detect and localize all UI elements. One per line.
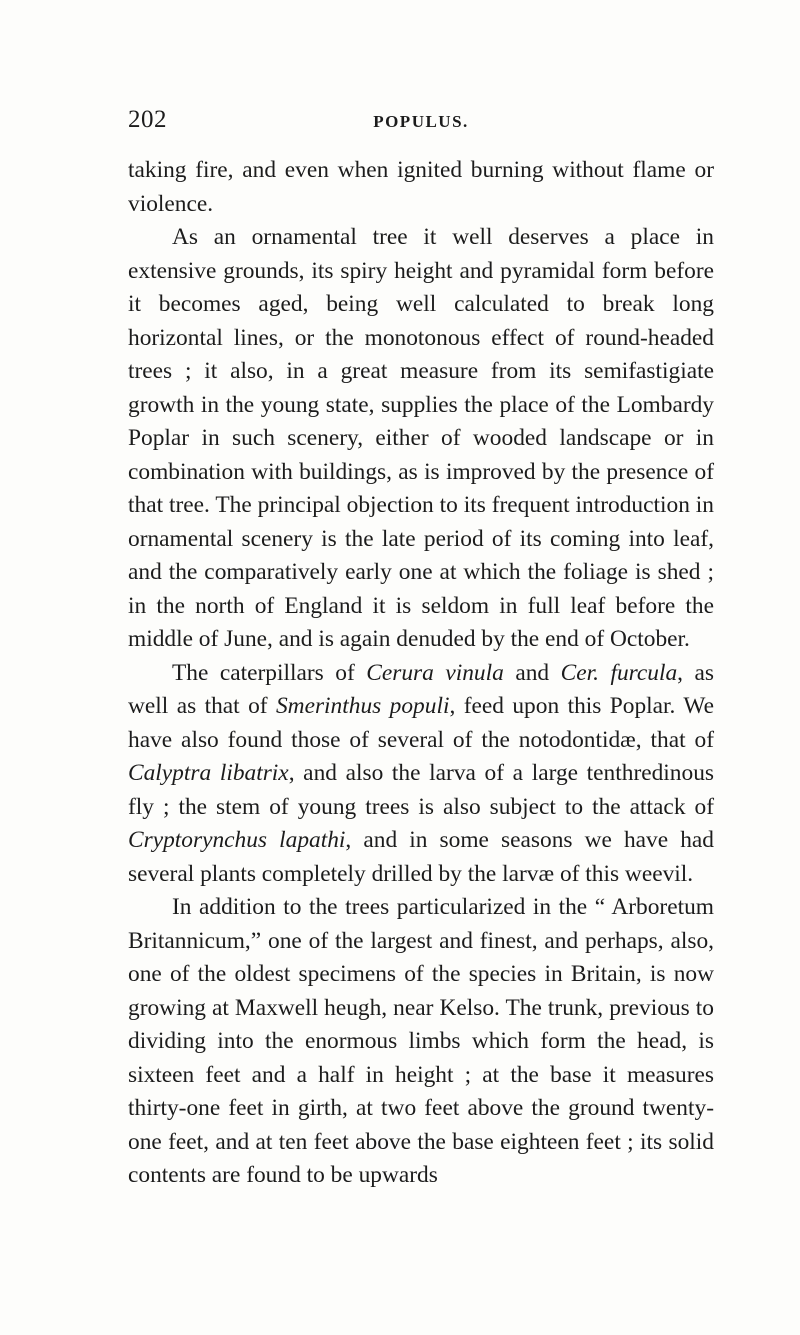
text-run: , and in some seasons we have had several plants completely drilled by the larvæ of this weevil. <box>128 827 714 887</box>
text-run: and <box>503 659 561 686</box>
page-header <box>128 106 714 140</box>
body-text <box>128 154 714 1193</box>
paragraph <box>128 891 714 1193</box>
text-run: , and also the larva of a large tenthredinous fly ; the stem of young trees is also subject to the attack of <box>128 760 714 820</box>
paragraph <box>128 657 714 892</box>
species-name: Smerinthus populi <box>275 693 450 719</box>
text-run: In addition to the trees particularized in the “ Arboretum Britannicum,” one of the largest and finest, and perhaps, also, one of the oldest specimens of the species in Britain, is now growing at Maxwell heugh, near Kelso. The trunk, previous to dividing into the enormous limbs which form the head, is sixteen feet and a half in height ; at the base it measures thirty-one feet in girth, at two feet above the ground twenty-one feet, and at ten feet above the base eighteen feet ; its solid contents are found to be upwards <box>128 894 714 1188</box>
text-run: taking fire, and even when ignited burning without flame or violence. <box>128 157 714 217</box>
text-run: The caterpillars of <box>172 659 367 686</box>
species-name: Cryptorynchus lapathi <box>128 827 346 853</box>
running-head: POPULUS. <box>373 112 469 131</box>
paragraph <box>128 154 714 221</box>
text-run: , feed upon this Poplar. We have also found those of several of the notodontidæ, that of <box>128 693 714 753</box>
species-name: Cer. furcula <box>560 659 678 686</box>
paragraph <box>128 221 714 657</box>
species-name: Cerura vinula <box>366 659 504 686</box>
text-run: , as well as that of <box>128 659 714 719</box>
page-number: 202 <box>128 106 167 133</box>
species-name: Calyptra libatrix <box>128 760 289 786</box>
text-run: As an ornamental tree it well deserves a place in extensive grounds, its spiry height and pyramidal form before it becomes aged, being well calculated to break long horizontal lines, or the monotonous effect of round-headed trees ; it also, in a great measure from its semifastigiate growth in the young state, supplies the place of the Lombardy Poplar in such scenery, either of wooded landscape or in combination with buildings, as is improved by the presence of that tree. The principal objection to its frequent introduction in ornamental scenery is the late period of its coming into leaf, and the comparatively early one at which the foliage is shed ; in the north of England it is seldom in full leaf before the middle of June, and is again denuded by the end of October. <box>128 224 714 652</box>
